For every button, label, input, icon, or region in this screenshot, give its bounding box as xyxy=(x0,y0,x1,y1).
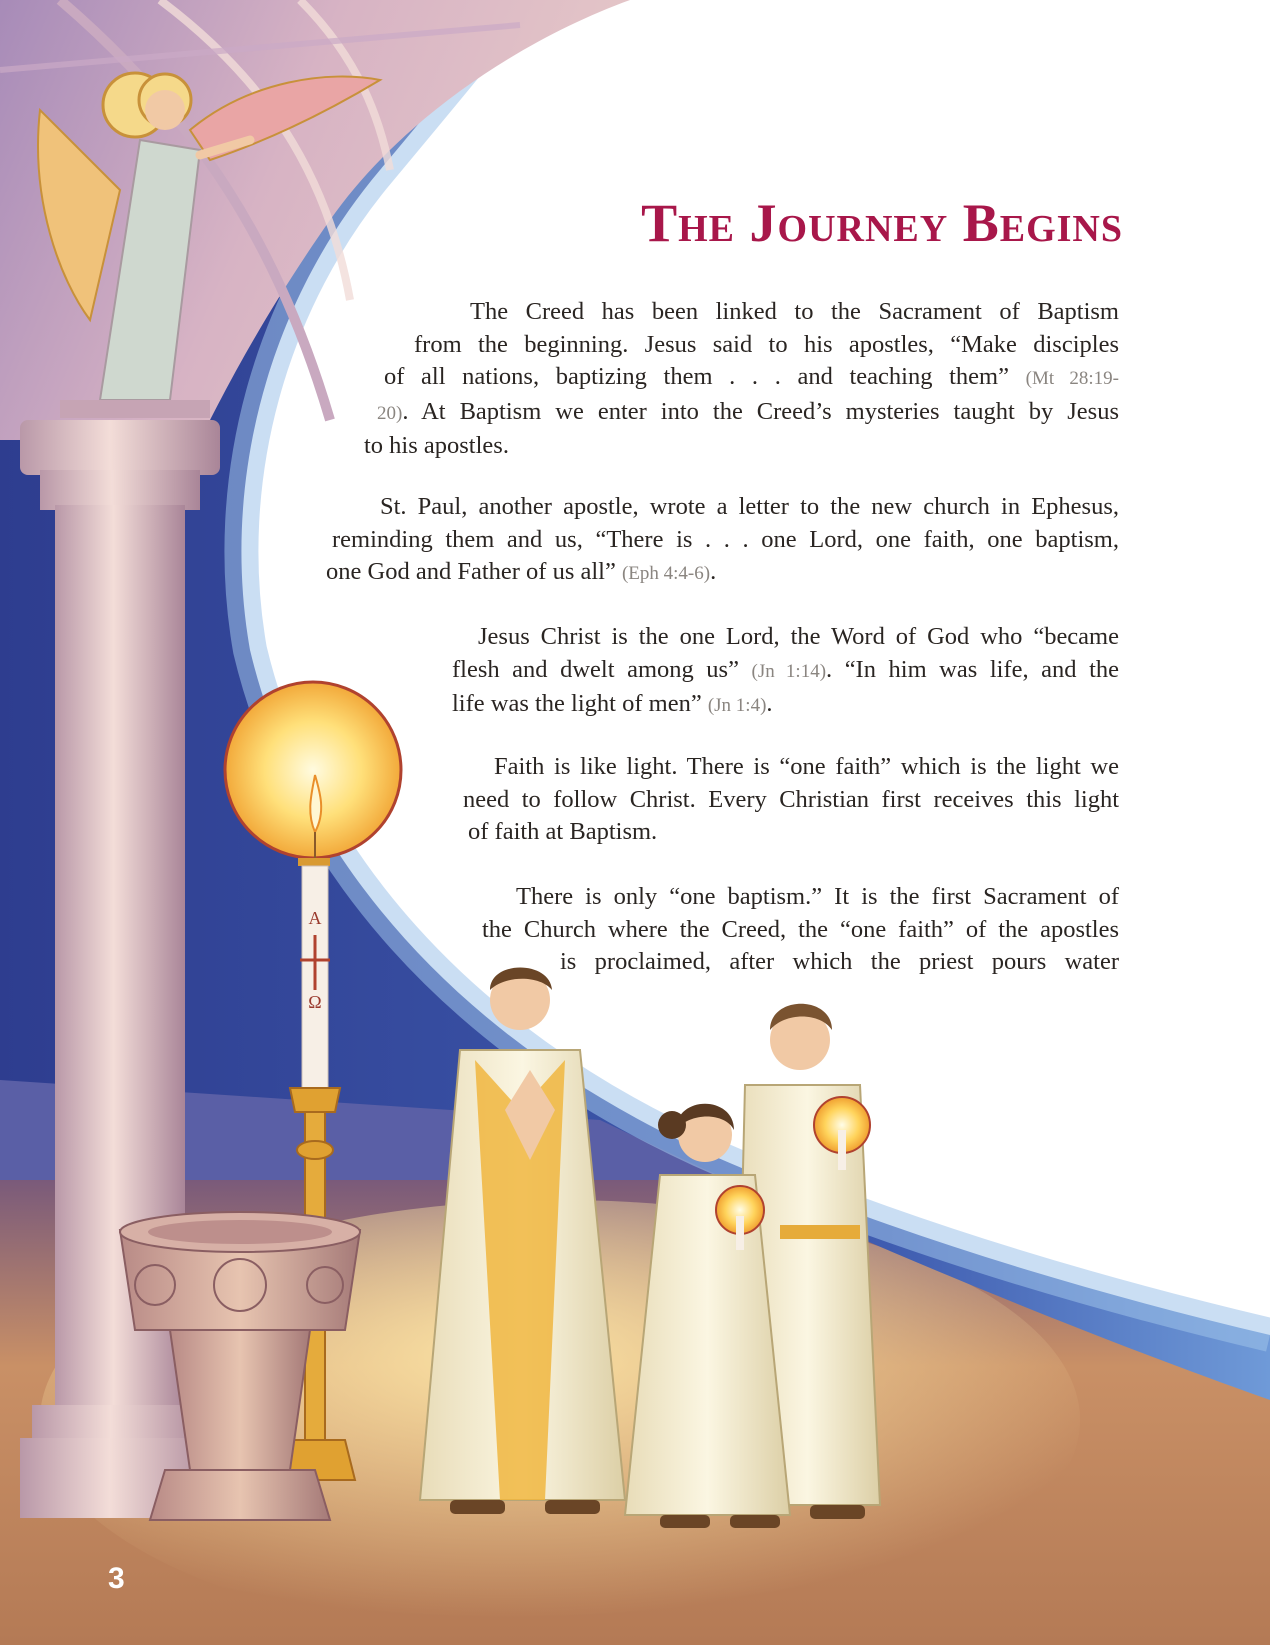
text-line: St. Paul, another apostle, wrote a letter to the new church in Ephesus, xyxy=(380,493,1119,520)
page-number: 3 xyxy=(108,1562,125,1595)
text-run: life was the light of men” xyxy=(452,690,708,717)
text-run: one God and Father of us all” xyxy=(326,558,622,585)
text-line: Faith is like light. There is “one faith” which is the light we xyxy=(494,753,1119,780)
text-line xyxy=(452,654,1119,689)
text-line: need to follow Christ. Every Christian first receives this light xyxy=(463,785,1119,813)
scripture-reference: (Jn 1:4) xyxy=(707,695,767,716)
text-run: . At Baptism we enter into the Creed’s mysteries taught by Jesus xyxy=(402,397,1119,425)
scripture-reference: 20) xyxy=(377,402,403,424)
page-title: The Journey Begins xyxy=(641,193,1123,253)
paragraph-one-baptism xyxy=(0,881,1119,979)
paragraph-one-lord xyxy=(0,621,1119,723)
candle-alpha: A xyxy=(308,908,322,928)
text-line: of faith at Baptism. xyxy=(468,818,658,845)
text-run: flesh and dwelt among us” xyxy=(452,655,752,683)
text-run: of all nations, baptizing them . . . and teaching them” xyxy=(384,363,1026,390)
text-line: Jesus Christ is the one Lord, the Word of God who “became xyxy=(478,623,1119,650)
text-line: There is only “one baptism.” It is the first Sacrament of xyxy=(516,883,1119,910)
text-line xyxy=(452,688,1119,723)
text-line: The Creed has been linked to the Sacrament of Baptism xyxy=(470,298,1119,325)
text-line: from the beginning. Jesus said to his apostles, “Make disciples xyxy=(414,330,1119,358)
text-line xyxy=(384,361,1119,396)
text-line: the Church where the Creed, the “one faith” of the apostles xyxy=(482,915,1119,943)
paragraph-creed-baptism xyxy=(0,296,1119,463)
text-line: reminding them and us, “There is . . . one Lord, one faith, one baptism, xyxy=(332,525,1119,553)
scripture-reference: (Eph 4:4-6) xyxy=(621,563,711,584)
paragraph-one-faith xyxy=(0,751,1119,849)
text-run: . xyxy=(710,558,717,585)
text-run: . “In him was life, and the xyxy=(826,655,1119,683)
text-run: . xyxy=(766,690,773,717)
candle-omega: Ω xyxy=(308,992,322,1012)
scripture-reference: (Jn 1:14) xyxy=(751,660,827,682)
paragraph-st-paul xyxy=(0,491,1119,591)
text-line xyxy=(326,556,1119,591)
text-line: to his apostles. xyxy=(364,432,509,459)
scripture-reference: (Mt 28:19- xyxy=(1025,368,1119,389)
text-line xyxy=(377,396,1119,431)
text-line: is proclaimed, after which the priest pours water xyxy=(560,948,1119,975)
